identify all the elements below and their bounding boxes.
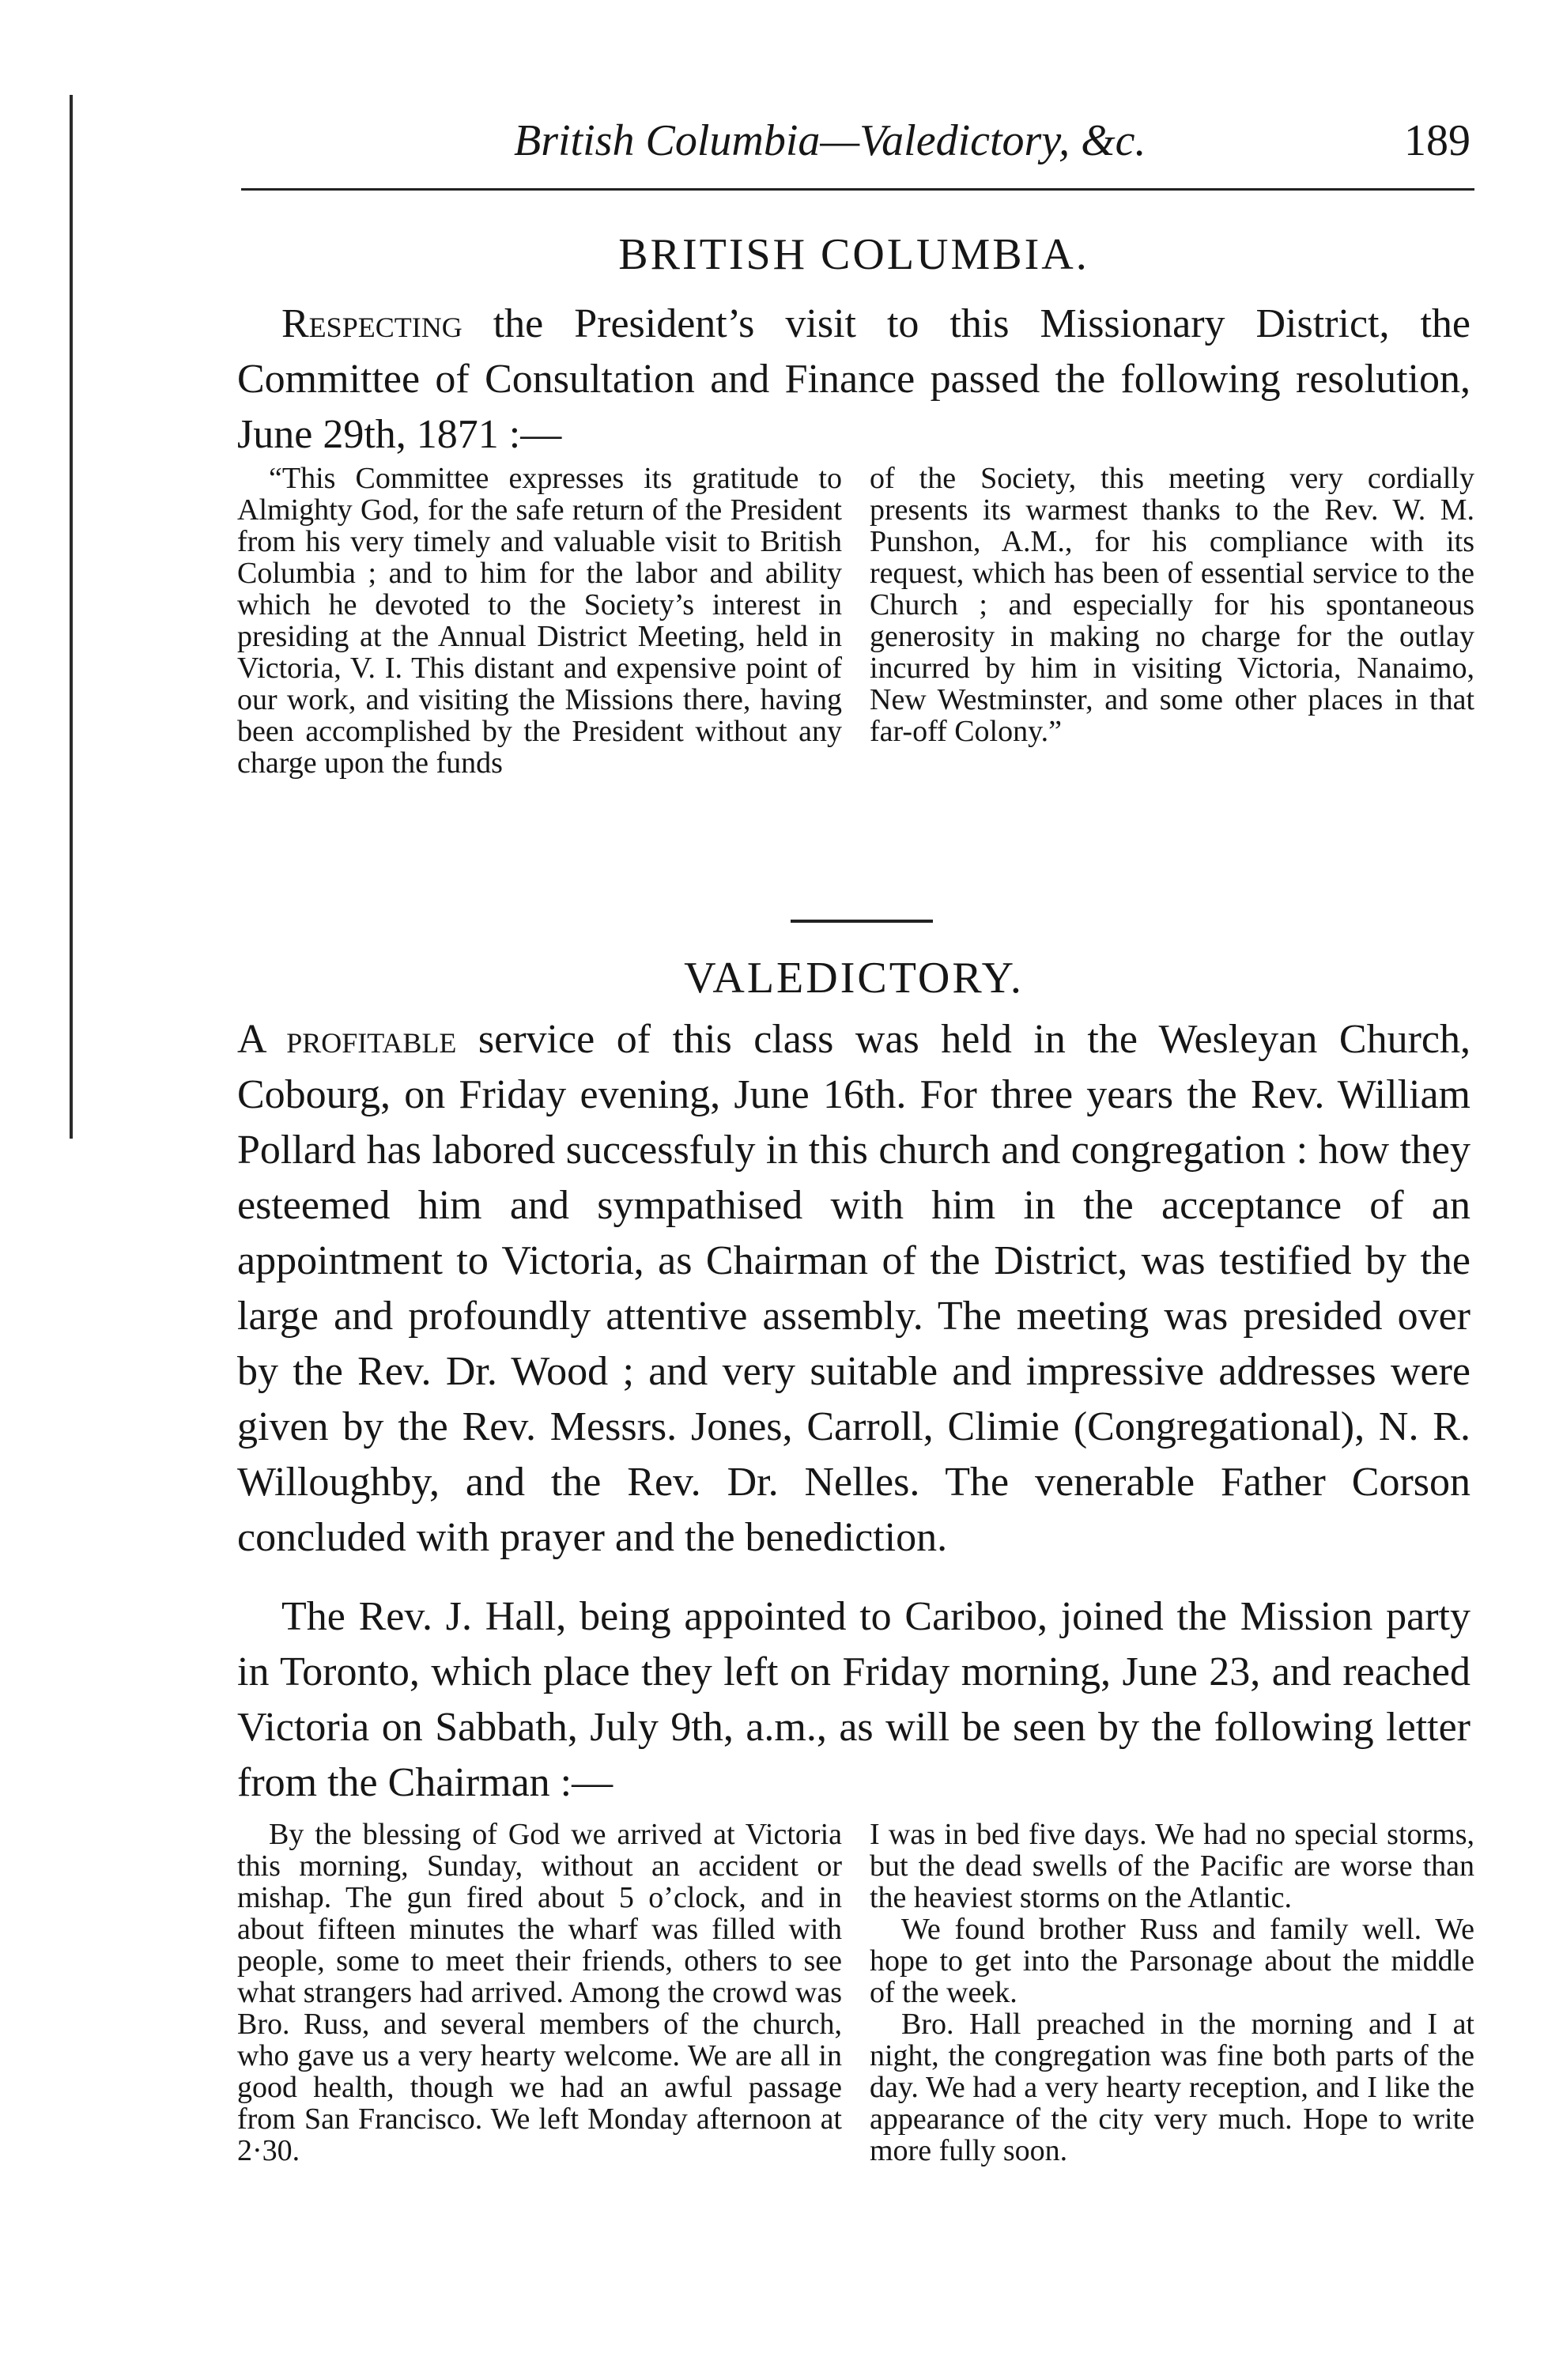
letter-right-column	[870, 1819, 1474, 2167]
valedictory-paragraph	[237, 1012, 1471, 1566]
section-divider	[791, 920, 933, 923]
resolution-text-left: “This Committee expresses its gratitude to Almighty God, for the safe return of the President from his very timely and valuable visit to British Columbia ; and to him for the labor and ability which he devoted to the Society’s interest in presiding at the Annual District Meeting, held in Victoria, V. I. This distant and expensive point of our work, and visiting the Missions there, having been accomplished by the President without any charge upon the funds	[237, 462, 842, 780]
page-header	[237, 111, 1471, 174]
valedictory-lead: A profitable	[237, 1017, 457, 1062]
letter-text-right-3: Bro. Hall preached in the morning and I at night, the congregation was fine both parts of the day. We had a very hearty reception, and I like the appearance of the city very much. Hope to write more fully soon.	[870, 2008, 1474, 2167]
hall-paragraph: The Rev. J. Hall, being appointed to Cariboo, joined the Mission party in Toronto, which place they left on Friday morning, June 23, and reached Victoria on Sabbath, July 9th, a.m., as will be seen by the following letter from the Chairman :—	[237, 1594, 1471, 1805]
resolution-left-column	[237, 463, 842, 779]
resolution-text-right: of the Society, this meeting very cordially presents its warmest thanks to the Rev. W. M. Punshon, A.M., for his compliance with its request, which has been of essential service to the Church ; and especially for his spontaneous generosity in making no charge for the outlay incurred by him in visiting Victoria, Nanaimo, New Westminster, and some other places in that far-off Colony.”	[870, 462, 1474, 748]
letter-left-column	[237, 1819, 842, 2167]
intro-paragraph	[237, 297, 1471, 463]
scan-margin-line	[70, 95, 73, 1139]
letter-text-left: By the blessing of God we arrived at Victoria this morning, Sunday, without an accident or mishap. The gun fired about 5 o’clock, and in about fifteen minutes the wharf was filled with people, some to meet their friends, others to see what strangers had arrived. Among the crowd was Bro. Russ, and several members of the church, who gave us a very hearty welcome. We are all in good health, though we had an awful passage from San Francisco. We left Monday afternoon at 2·30.	[237, 1818, 842, 2167]
intro-lead: Respecting	[281, 301, 462, 346]
header-rule	[241, 188, 1474, 191]
intro-text: the President’s visit to this Missionary District, the Committee of Consultation and Finance passed the following resolution, June 29th, 1871 :—	[237, 301, 1471, 457]
section-title-british-columbia: BRITISH COLUMBIA.	[618, 230, 1089, 279]
page-number: 189	[1404, 116, 1471, 165]
resolution-right-column	[870, 463, 1474, 747]
letter-text-right-1: I was in bed five days. We had no special storms, but the dead swells of the Pacific are worse than the heaviest storms on the Atlantic.	[870, 1818, 1474, 1914]
valedictory-text: service of this class was held in the Wesleyan Church, Cobourg, on Friday evening, June 16th. For three years the Rev. William Pollard has labored successfuly in this church and congregation : how they esteemed him and sympathised with him in the acceptance of an appointment to Victoria, as Chairman of the District, was testified by the large and profoundly attentive assembly. The meeting was presided over by the Rev. Dr. Wood ; and very suitable and impressive addresses were given by the Rev. Messrs. Jones, Carroll, Climie (Congregational), N. R. Willoughby, and the Rev. Dr. Nelles. The venerable Father Corson concluded with prayer and the benediction.	[237, 1017, 1471, 1560]
section-title-valedictory: VALEDICTORY.	[684, 954, 1024, 1003]
running-title: British Columbia—Valedictory, &c.	[514, 116, 1146, 165]
letter-text-right-2: We found brother Russ and family well. We hope to get into the Parsonage about the middle of the week.	[870, 1913, 1474, 2009]
